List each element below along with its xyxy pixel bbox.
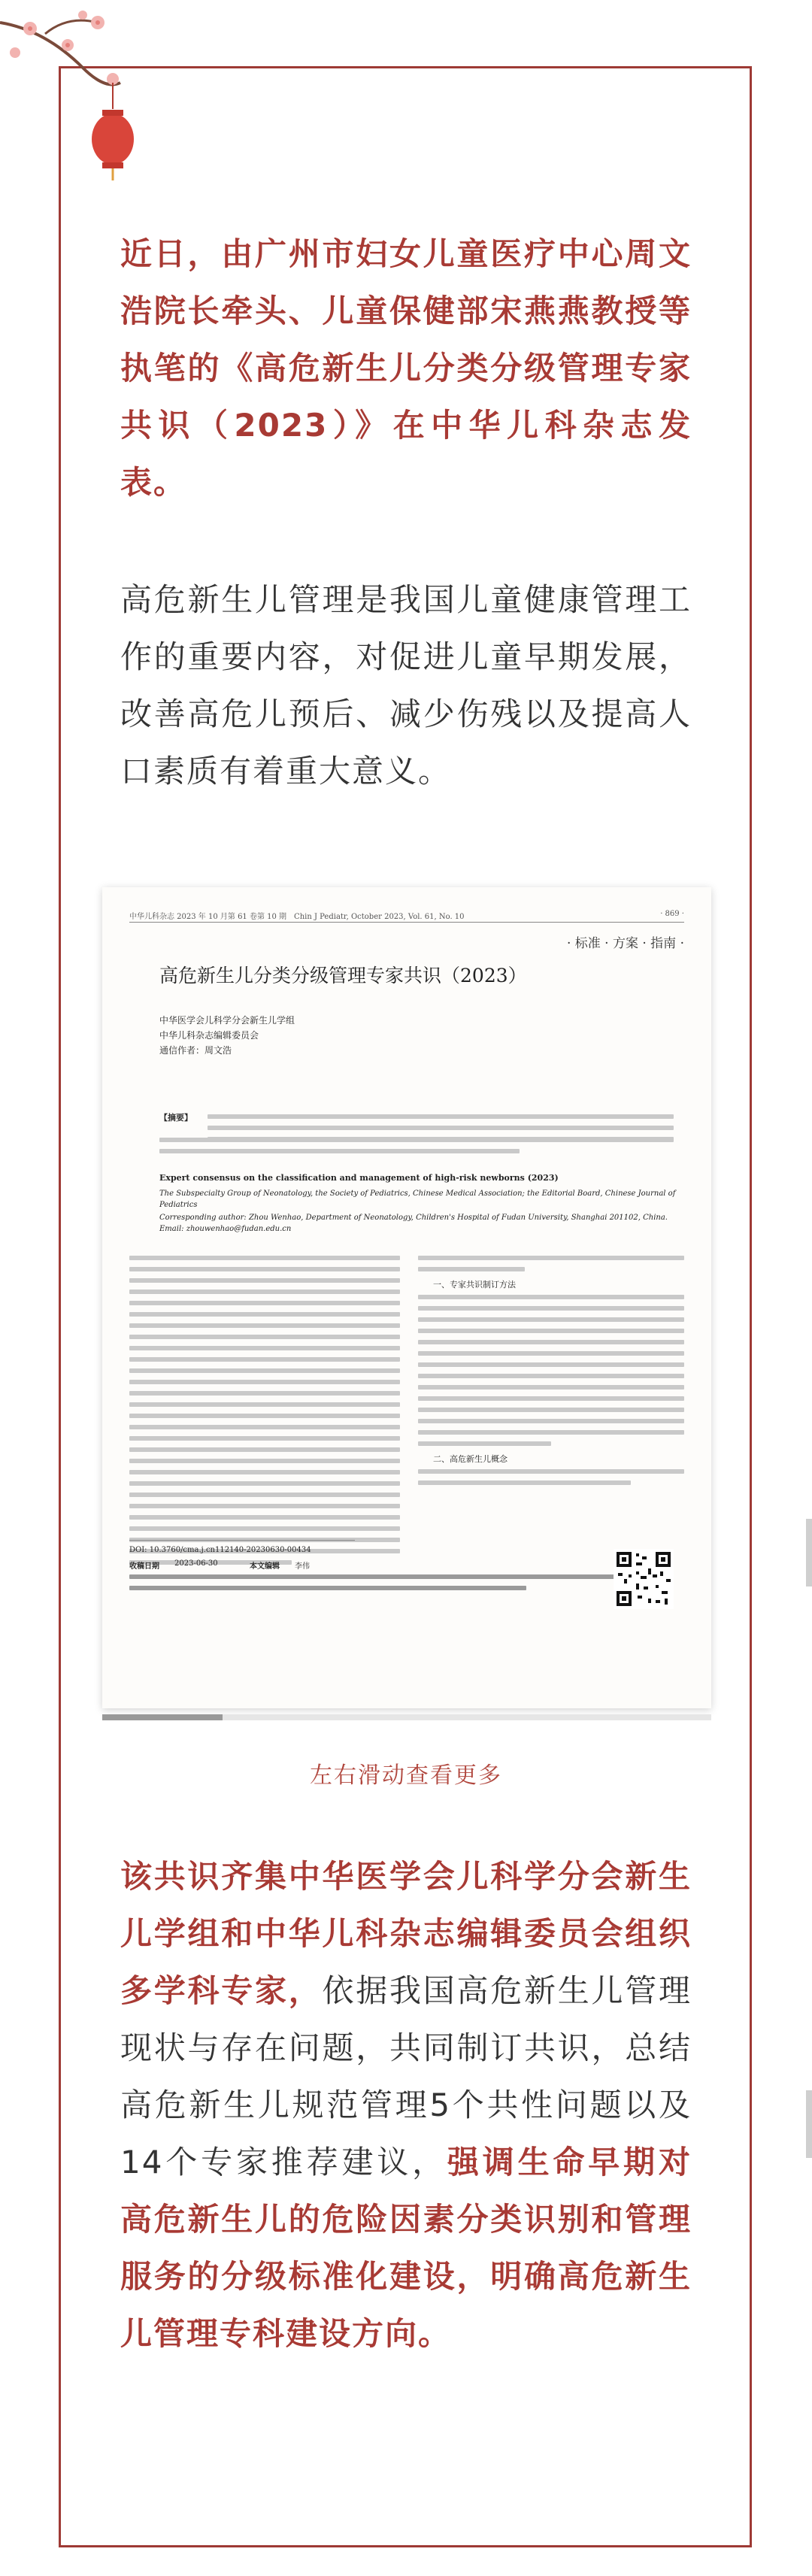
side-scroll-indicator-2 [806,2090,812,2158]
paper-header: 中华儿科杂志 2023 年 10 月第 61 卷第 10 期 Chin J Pediatr, October 2023, Vol. 61, No. 10 [129,913,465,921]
body-paragraph-2 [120,1848,692,2362]
qr-code-icon [614,1549,674,1609]
body2-highlight-2: 强调生命早期对高危新生儿的危险因素分类识别和管理服务的分级标准化建设，明确高危新生儿管理专科建设方向。 [120,2144,692,2352]
paper-doi: DOI: 10.3760/cma.j.cn112140-20230630-00434 [129,1546,311,1554]
paper-category: · 标准 · 方案 · 指南 · [566,936,684,951]
paper-left-column [129,1256,400,1571]
paper-received-label: 收稿日期 [129,1562,159,1571]
paper-org-1: 中华医学会儿科学分会新生儿学组 [159,1015,295,1026]
body2-highlight-1: 该共识齐集中华医学会儿科学分会新生儿学组和中华儿科杂志编辑委员会组织多学科专家， [120,1858,692,2009]
paper-footnote-rule [129,1540,355,1541]
paper-screenshot[interactable] [102,887,711,1708]
paper-en-org: The Subspecialty Group of Neonatology, the Society of Pediatrics, Chinese Medical Association; the Editorial Board, Chinese Journal of Pediatrics [159,1190,676,1209]
paper-abstract-label: 【摘要】 [159,1113,192,1123]
paper-corr: 通信作者：周文浩 [159,1045,232,1056]
paper-editor: 李伟 [295,1562,310,1571]
scrollbar-thumb[interactable] [102,1714,223,1720]
paper-abstract-text-2 [159,1138,674,1160]
intro-paragraph: 近日，由广州市妇女儿童医疗中心周文浩院长牵头、儿童保健部宋燕燕教授等执笔的《高危新生儿分类分级管理专家共识（2023）》在中华儿科杂志发表。 [120,235,692,501]
paper-title: 高危新生儿分类分级管理专家共识（2023） [159,965,527,986]
paper-rule [129,922,684,923]
paper-editor-label: 本文编辑 [250,1562,280,1571]
paper-org-2: 中华儿科杂志编辑委员会 [159,1030,259,1041]
plum-blossom-lantern-icon [0,0,165,180]
paper-en-corr: Corresponding author: Zhou Wenhao, Department of Neonatology, Children's Hospital of Fudan University, Shanghai 201102, China. Email: zhouwenhao@fudan.edu.cn [159,1214,668,1233]
paper-section-2: 二、高危新生儿概念 [433,1454,508,1464]
paper-citation [129,1574,626,1597]
side-scroll-indicator [806,1519,812,1587]
paper-received-date: 2023-06-30 [174,1559,218,1568]
body-paragraph-1: 高危新生儿管理是我国儿童健康管理工作的重要内容，对促进儿童早期发展，改善高危儿预后、减少伤残以及提高人口素质有着重大意义。 [120,581,692,789]
horizontal-scrollbar[interactable] [102,1714,711,1720]
paper-right-column [418,1256,684,1492]
paper-en-title: Expert consensus on the classification and management of high-risk newborns (2023) [159,1173,559,1183]
paper-page-number: · 869 · [660,910,684,918]
scroll-hint: 左右滑动查看更多 [310,1762,502,1789]
body2-plain: 依据我国高危新生儿管理现状与存在问题，共同制订共识，总结高危新生儿规范管理5个共性问题以及14个专家推荐建议， [120,1972,692,2181]
paper-section-1: 一、专家共识制订方法 [433,1280,516,1290]
